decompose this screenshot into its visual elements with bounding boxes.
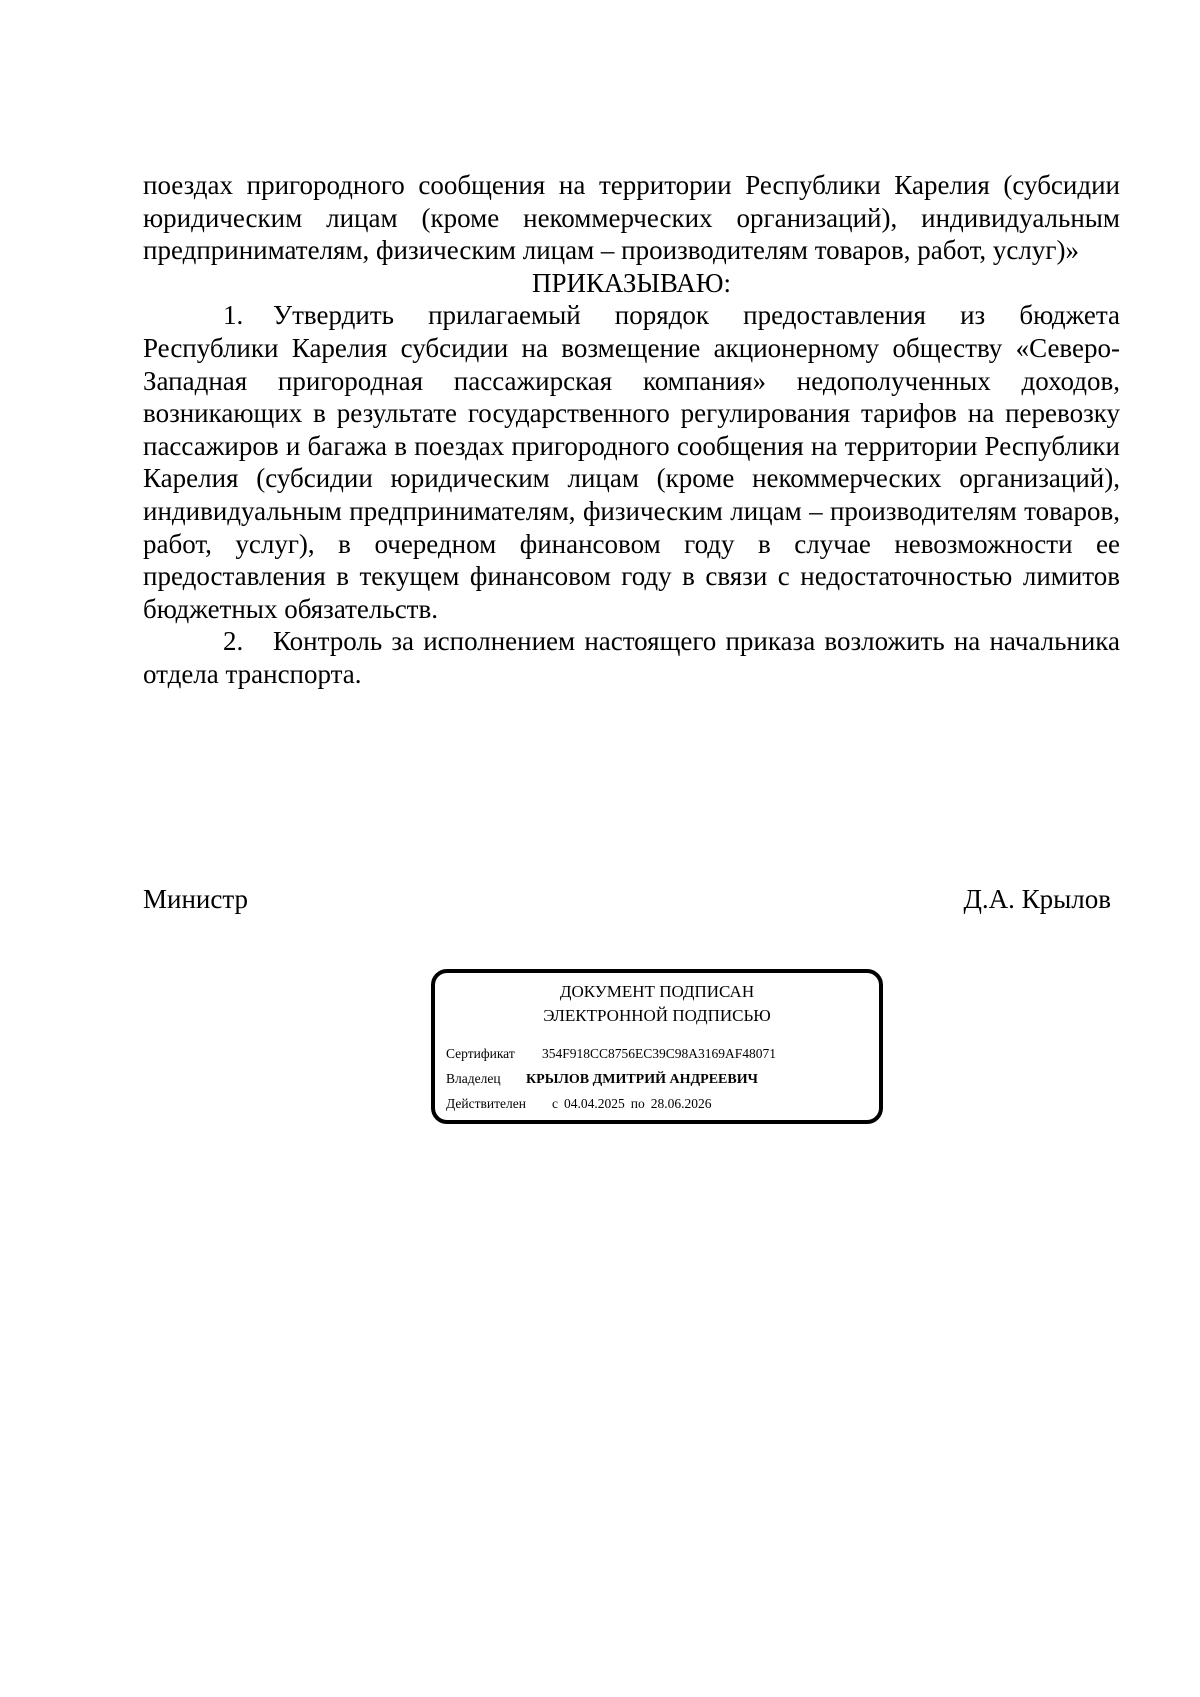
stamp-valid-to: 28.06.2026 <box>650 1096 712 1111</box>
intro-paragraph: поездах пригородного сообщения на территории Республики Карелия (субсидии юридическим лицам (кроме некоммерческих организаций), индивидуальным предпринимателям, физическим лицам – производителям товаров, работ, услуг)» <box>143 170 1120 266</box>
order-item-text: Контроль за исполнением настоящего приказа возложить на начальника отдела транспорта. <box>143 626 1120 689</box>
stamp-valid-to-prefix: по <box>630 1096 645 1111</box>
order-item-number: 2. <box>223 626 244 657</box>
stamp-owner-value: КРЫЛОВ ДМИТРИЙ АНДРЕЕВИЧ <box>526 1072 758 1087</box>
stamp-certificate-value: 354F918CC8756EC39C98A3169AF48071 <box>542 1046 777 1061</box>
signer-position: Министр <box>143 884 248 914</box>
stamp-title-line-1: ДОКУМЕНТ ПОДПИСАН <box>559 982 755 1001</box>
stamp-certificate-row <box>446 1045 776 1063</box>
order-heading: ПРИКАЗЫВАЮ: <box>532 267 731 298</box>
order-item-1 <box>143 299 1120 625</box>
order-item-2 <box>143 625 1120 690</box>
stamp-certificate-label: Сертификат <box>446 1046 515 1061</box>
stamp-title-line-2: ЭЛЕКТРОННОЙ ПОДПИСЬЮ <box>543 1006 771 1025</box>
stamp-valid-from-prefix: с <box>552 1096 558 1111</box>
stamp-owner-label: Владелец <box>446 1071 501 1086</box>
stamp-validity-label: Действителен <box>446 1096 526 1111</box>
order-item-number: 1. <box>223 300 244 331</box>
signer-name: Д.А. Крылов <box>963 884 1111 914</box>
stamp-valid-from: 04.04.2025 <box>564 1096 625 1111</box>
signature-block <box>143 883 1111 915</box>
electronic-signature-stamp <box>431 969 883 1124</box>
order-item-text: Утвердить прилагаемый порядок предоставления из бюджета Республики Карелия субсидии на возмещение акционерному обществу «Северо-Западная пригородная пассажирская компания» недополученных доходов, возникающих в результате государственного регулирования тарифов на перевозку пассажиров и багажа в поездах пригородного сообщения на территории Республики Карелия (субсидии юридическим лицам (кроме некоммерческих организаций), индивидуальным предпринимателям, физическим лицам – производителям товаров, работ, услуг), в очередном финансовом году в случае невозможности ее предоставления в текущем финансовом году в связи с недостаточностью лимитов бюджетных обязательств. <box>143 300 1120 624</box>
document-body <box>143 169 1120 691</box>
stamp-owner-row <box>446 1070 758 1089</box>
stamp-validity-row <box>446 1095 711 1113</box>
